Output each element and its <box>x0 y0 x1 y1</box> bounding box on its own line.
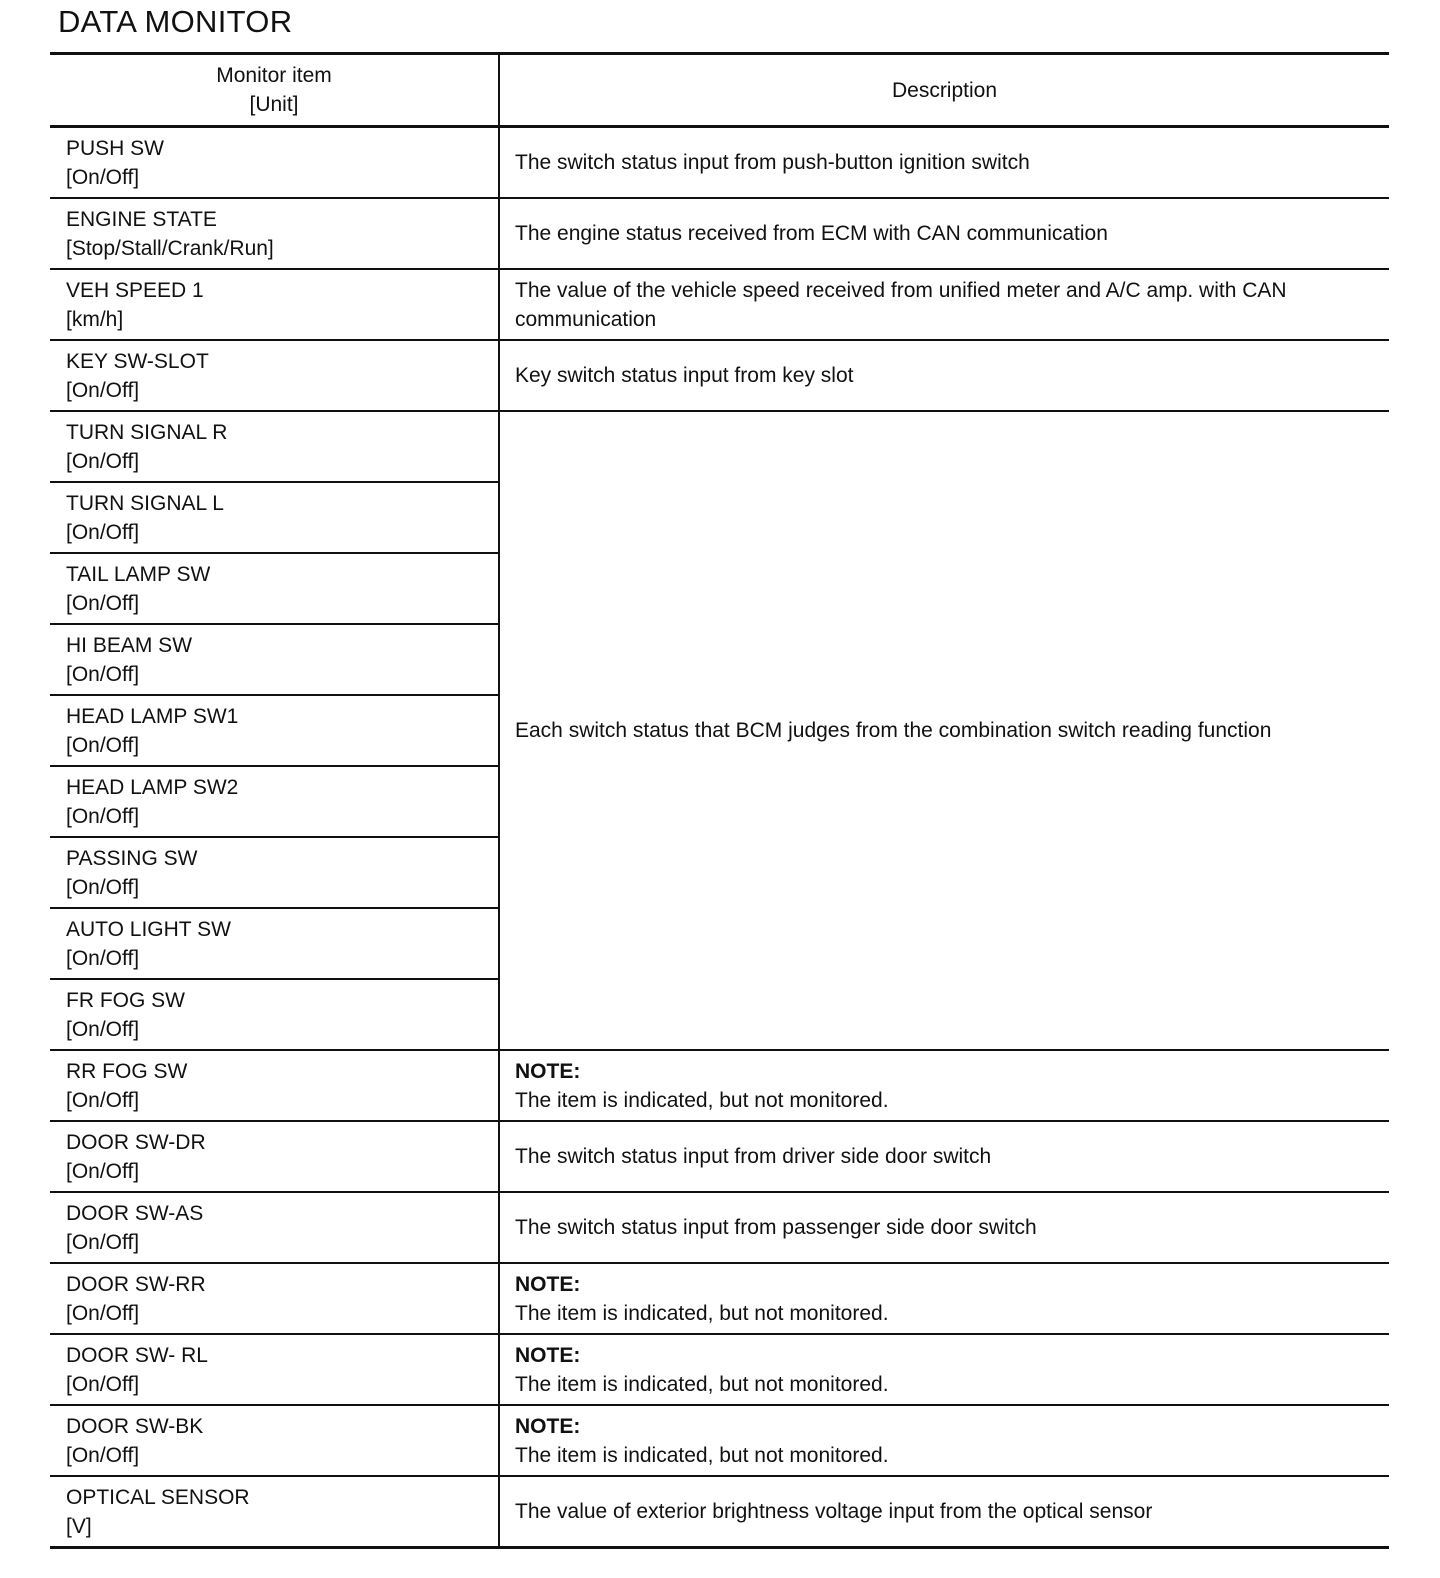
table-row <box>50 1121 1389 1192</box>
monitor-item-unit: [On/Off] <box>66 804 140 828</box>
monitor-item-cell <box>50 482 499 553</box>
description-cell <box>499 1334 1389 1405</box>
monitor-item-cell <box>50 1192 499 1263</box>
description-cell: The value of exterior brightness voltage input from the optical sensor <box>499 1476 1389 1548</box>
monitor-item-name: KEY SW-SLOT <box>66 349 209 373</box>
monitor-item-cell <box>50 198 499 269</box>
table-row <box>50 1050 1389 1121</box>
note-label: NOTE: <box>515 1059 581 1083</box>
monitor-item-cell <box>50 1405 499 1476</box>
description-cell: The value of the vehicle speed received from unified meter and A/C amp. with CAN communication <box>499 269 1389 340</box>
monitor-item-unit: [V] <box>66 1514 92 1538</box>
monitor-item-name: FR FOG SW <box>66 988 185 1012</box>
description-cell <box>499 1263 1389 1334</box>
note-label: NOTE: <box>515 1272 581 1296</box>
monitor-item-unit: [On/Off] <box>66 165 140 189</box>
table-row <box>50 1405 1389 1476</box>
monitor-item-cell <box>50 553 499 624</box>
monitor-item-cell <box>50 1121 499 1192</box>
monitor-item-unit: [On/Off] <box>66 662 140 686</box>
table-row <box>50 127 1389 199</box>
description-cell: The switch status input from push-button ignition switch <box>499 127 1389 199</box>
monitor-item-name: DOOR SW-BK <box>66 1414 204 1438</box>
monitor-item-unit: [On/Off] <box>66 378 140 402</box>
monitor-item-name: DOOR SW-AS <box>66 1201 204 1225</box>
monitor-item-cell <box>50 837 499 908</box>
monitor-item-cell <box>50 766 499 837</box>
description-cell: The switch status input from driver side door switch <box>499 1121 1389 1192</box>
note-label: NOTE: <box>515 1343 581 1367</box>
monitor-item-name: AUTO LIGHT SW <box>66 917 231 941</box>
data-monitor-table <box>50 52 1389 1549</box>
note-label: NOTE: <box>515 1414 581 1438</box>
monitor-item-cell <box>50 1263 499 1334</box>
monitor-item-cell <box>50 1476 499 1548</box>
monitor-item-unit: [On/Off] <box>66 1443 140 1467</box>
monitor-item-unit: [On/Off] <box>66 946 140 970</box>
monitor-item-name: HEAD LAMP SW2 <box>66 775 239 799</box>
monitor-item-name: PASSING SW <box>66 846 198 870</box>
description-cell: The engine status received from ECM with CAN communication <box>499 198 1389 269</box>
monitor-item-cell <box>50 411 499 482</box>
table-row <box>50 1476 1389 1548</box>
table-row <box>50 340 1389 411</box>
monitor-item-name: DOOR SW-RR <box>66 1272 206 1296</box>
monitor-item-unit: [km/h] <box>66 307 124 331</box>
monitor-item-unit: [On/Off] <box>66 591 140 615</box>
monitor-item-name: DOOR SW-DR <box>66 1130 206 1154</box>
monitor-item-unit: [On/Off] <box>66 1017 140 1041</box>
monitor-item-unit: [On/Off] <box>66 1159 140 1183</box>
monitor-item-unit: [On/Off] <box>66 733 140 757</box>
note-text: The item is indicated, but not monitored. <box>515 1301 889 1325</box>
monitor-item-unit: [On/Off] <box>66 875 140 899</box>
header-item-label: Monitor item <box>216 64 332 87</box>
table-row <box>50 411 1389 482</box>
monitor-item-unit: [On/Off] <box>66 520 140 544</box>
monitor-item-cell <box>50 695 499 766</box>
description-cell <box>499 1050 1389 1121</box>
note-text: The item is indicated, but not monitored. <box>515 1372 889 1396</box>
monitor-item-cell <box>50 1334 499 1405</box>
monitor-item-name: PUSH SW <box>66 136 165 160</box>
note-text: The item is indicated, but not monitored. <box>515 1088 889 1112</box>
description-cell: The switch status input from passenger side door switch <box>499 1192 1389 1263</box>
monitor-item-unit: [On/Off] <box>66 1088 140 1112</box>
monitor-item-name: VEH SPEED 1 <box>66 278 204 302</box>
monitor-item-name: TURN SIGNAL L <box>66 491 224 515</box>
monitor-item-cell <box>50 979 499 1050</box>
monitor-item-unit: [Stop/Stall/Crank/Run] <box>66 236 274 260</box>
monitor-item-name: TURN SIGNAL R <box>66 420 228 444</box>
monitor-item-name: ENGINE STATE <box>66 207 217 231</box>
column-header-description: Description <box>499 54 1389 127</box>
table-row <box>50 1334 1389 1405</box>
monitor-item-name: DOOR SW- RL <box>66 1343 208 1367</box>
monitor-item-name: TAIL LAMP SW <box>66 562 211 586</box>
monitor-item-name: HEAD LAMP SW1 <box>66 704 239 728</box>
monitor-item-name: RR FOG SW <box>66 1059 188 1083</box>
monitor-item-cell <box>50 1050 499 1121</box>
column-header-monitor-item <box>50 54 499 127</box>
header-unit-label: [Unit] <box>249 93 299 116</box>
table-row <box>50 198 1389 269</box>
monitor-item-unit: [On/Off] <box>66 1372 140 1396</box>
page-title: DATA MONITOR <box>58 4 293 39</box>
monitor-item-cell <box>50 624 499 695</box>
monitor-item-unit: [On/Off] <box>66 1230 140 1254</box>
monitor-item-cell <box>50 269 499 340</box>
table-row <box>50 1192 1389 1263</box>
monitor-item-unit: [On/Off] <box>66 1301 140 1325</box>
description-cell <box>499 1405 1389 1476</box>
monitor-item-cell <box>50 127 499 199</box>
note-text: The item is indicated, but not monitored. <box>515 1443 889 1467</box>
monitor-item-name: OPTICAL SENSOR <box>66 1485 250 1509</box>
monitor-item-cell <box>50 908 499 979</box>
description-cell-combination-switch: Each switch status that BCM judges from the combination switch reading function <box>499 411 1389 1050</box>
table-header-row <box>50 54 1389 127</box>
monitor-item-cell <box>50 340 499 411</box>
description-cell: Key switch status input from key slot <box>499 340 1389 411</box>
monitor-item-unit: [On/Off] <box>66 449 140 473</box>
monitor-item-name: HI BEAM SW <box>66 633 193 657</box>
table-row <box>50 269 1389 340</box>
table-row <box>50 1263 1389 1334</box>
